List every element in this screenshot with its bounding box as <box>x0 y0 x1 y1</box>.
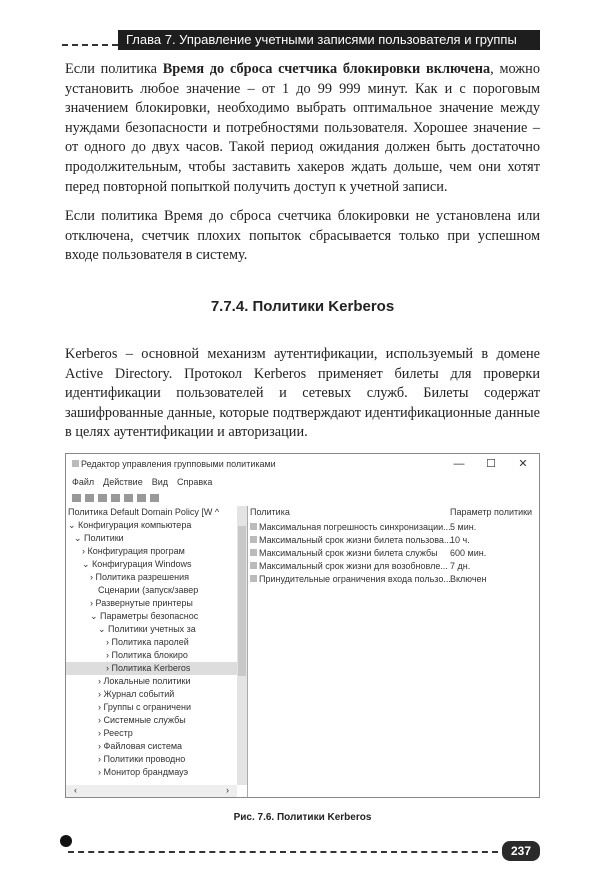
vertical-scrollbar[interactable] <box>237 506 247 785</box>
menu-file[interactable]: Файл <box>72 476 95 487</box>
policy-icon <box>250 536 257 543</box>
tree-item[interactable]: › Политика паролей <box>106 636 189 647</box>
tree-item[interactable]: Политика Default Domain Policy [W ^ <box>68 506 220 517</box>
table-row[interactable] <box>250 534 539 547</box>
menu-help[interactable]: Справка <box>177 476 213 487</box>
section-heading: 7.7.4. Политики Kerberos <box>210 297 395 315</box>
policy-label: Максимальный срок жизни для возобновле... <box>259 560 448 571</box>
tree-item[interactable]: › Журнал событий <box>98 688 175 699</box>
policy-value: 7 дн. <box>450 560 471 571</box>
forward-icon[interactable] <box>85 494 94 502</box>
text: , можно установить любое значение – от 1 до 99 999 минут. Как и с пороговым значением блокировки, необходимо выбрать оптимальное значение между нуждами безопасности и потребностями пользователя. Хорошее значение – от одного до двух часов. Такой период ожидания должен быть достаточно продолжительным, чтобы заставить хакеров ждать дольше, чем они хотят перед повторной попыткой получить доступ к учетной записи. <box>65 61 540 195</box>
toolbar <box>66 490 539 506</box>
table-row[interactable] <box>250 573 539 586</box>
footer <box>65 833 540 873</box>
tree-item[interactable]: ⌄ Конфигурация компьютера <box>68 519 192 530</box>
export-icon[interactable] <box>124 494 133 502</box>
policy-icon <box>250 523 257 530</box>
figure-caption: Рис. 7.6. Политики Kerberos <box>233 811 372 823</box>
paragraph-2: Если политика Время до сброса счетчика блокировки не установлена или отключена, счетчик плохих попыток сбрасывается только при успешном входе пользователя в систему. <box>65 208 540 264</box>
menu-bar <box>66 474 539 490</box>
tree-item[interactable]: › Локальные политики <box>98 675 191 686</box>
tree-item[interactable]: Сценарии (запуск/завер <box>98 584 199 595</box>
policy-icon <box>250 549 257 556</box>
title-bar <box>66 454 539 474</box>
policy-name <box>250 521 450 534</box>
text: Если политика <box>65 61 163 77</box>
bold-term: Время до сброса счетчика блокировки включена <box>162 61 491 77</box>
up-icon[interactable] <box>98 494 107 502</box>
policy-icon <box>250 562 257 569</box>
maximize-button[interactable]: ☐ <box>486 458 496 471</box>
tree-item[interactable]: › Реестр <box>98 727 133 738</box>
policy-name <box>250 534 450 547</box>
tree-item[interactable]: › Группы с ограничени <box>98 701 191 712</box>
policy-value: 10 ч. <box>450 534 470 545</box>
policy-label: Принудительные ограничения входа пользо... <box>259 573 451 584</box>
menu-view[interactable]: Вид <box>151 476 169 487</box>
policy-value: Включен <box>450 573 487 584</box>
table-row[interactable] <box>250 560 539 573</box>
policy-value: 600 мин. <box>450 547 487 558</box>
paragraph-3: Kerberos – основной механизм аутентификации, используемый в домене Active Directory. Протокол Kerberos применяет билеты для проверки идентификации пользователей и сетевых служб. Билеты содержат зашифрованные данные, которые подтверждают идентификационные данные в целях аутентификации и авторизации. <box>65 345 540 441</box>
tree-item[interactable]: ⌄ Параметры безопаснос <box>90 610 199 621</box>
tree-pane <box>66 506 248 797</box>
policy-icon <box>250 575 257 582</box>
tree-item[interactable]: › Конфигурация програм <box>82 545 185 556</box>
policy-label: Максимальный срок жизни билета службы <box>259 547 438 558</box>
tree-item[interactable]: ⌄ Политики учетных за <box>98 623 196 634</box>
running-header: Глава 7. Управление учетными записями пользователя и группы <box>118 30 540 50</box>
paragraph-1 <box>65 60 540 197</box>
horizontal-scrollbar[interactable]: ‹ › <box>66 785 237 797</box>
tree-item[interactable]: › Монитор брандмауэ <box>98 766 189 777</box>
close-button[interactable]: ✕ <box>518 458 528 471</box>
column-header-policy[interactable]: Политика <box>250 506 290 517</box>
tree-item[interactable]: ⌄ Политики <box>74 532 124 543</box>
table-row[interactable] <box>250 521 539 534</box>
footer-dot <box>60 835 72 847</box>
tree-item[interactable]: ⌄ Конфигурация Windows <box>82 558 192 569</box>
minimize-button[interactable]: — <box>453 457 465 470</box>
show-tree-icon[interactable] <box>111 494 120 502</box>
policy-name <box>250 560 450 573</box>
footer-divider <box>68 851 498 853</box>
app-icon <box>72 460 79 467</box>
policy-name <box>250 547 450 560</box>
policy-value: 5 мин. <box>450 521 477 532</box>
table-row[interactable] <box>250 547 539 560</box>
tree-item[interactable]: › Политика Kerberos <box>66 662 237 675</box>
tree-item[interactable]: › Файловая система <box>98 740 183 751</box>
menu-action[interactable]: Действие <box>103 476 143 487</box>
help-icon[interactable] <box>137 494 146 502</box>
tree-item[interactable]: › Системные службы <box>98 714 186 725</box>
tree-item[interactable]: › Политика блокиро <box>106 649 188 660</box>
page-number: 237 <box>502 841 540 861</box>
policy-name <box>250 573 450 586</box>
tree-item[interactable]: › Политики проводно <box>98 753 186 764</box>
tree-item[interactable]: › Развернутые принтеры <box>90 597 193 608</box>
back-icon[interactable] <box>72 494 81 502</box>
policy-label: Максимальная погрешность синхронизации... <box>259 521 451 532</box>
tree-item[interactable]: › Политика разрешения <box>90 571 189 582</box>
properties-icon[interactable] <box>150 494 159 502</box>
policy-label: Максимальный срок жизни билета пользова... <box>259 534 452 545</box>
gpo-editor-window <box>65 453 540 798</box>
window-title: Редактор управления групповыми политиками <box>81 458 276 469</box>
column-header-setting[interactable]: Параметр политики <box>450 506 533 517</box>
details-pane <box>250 506 539 797</box>
